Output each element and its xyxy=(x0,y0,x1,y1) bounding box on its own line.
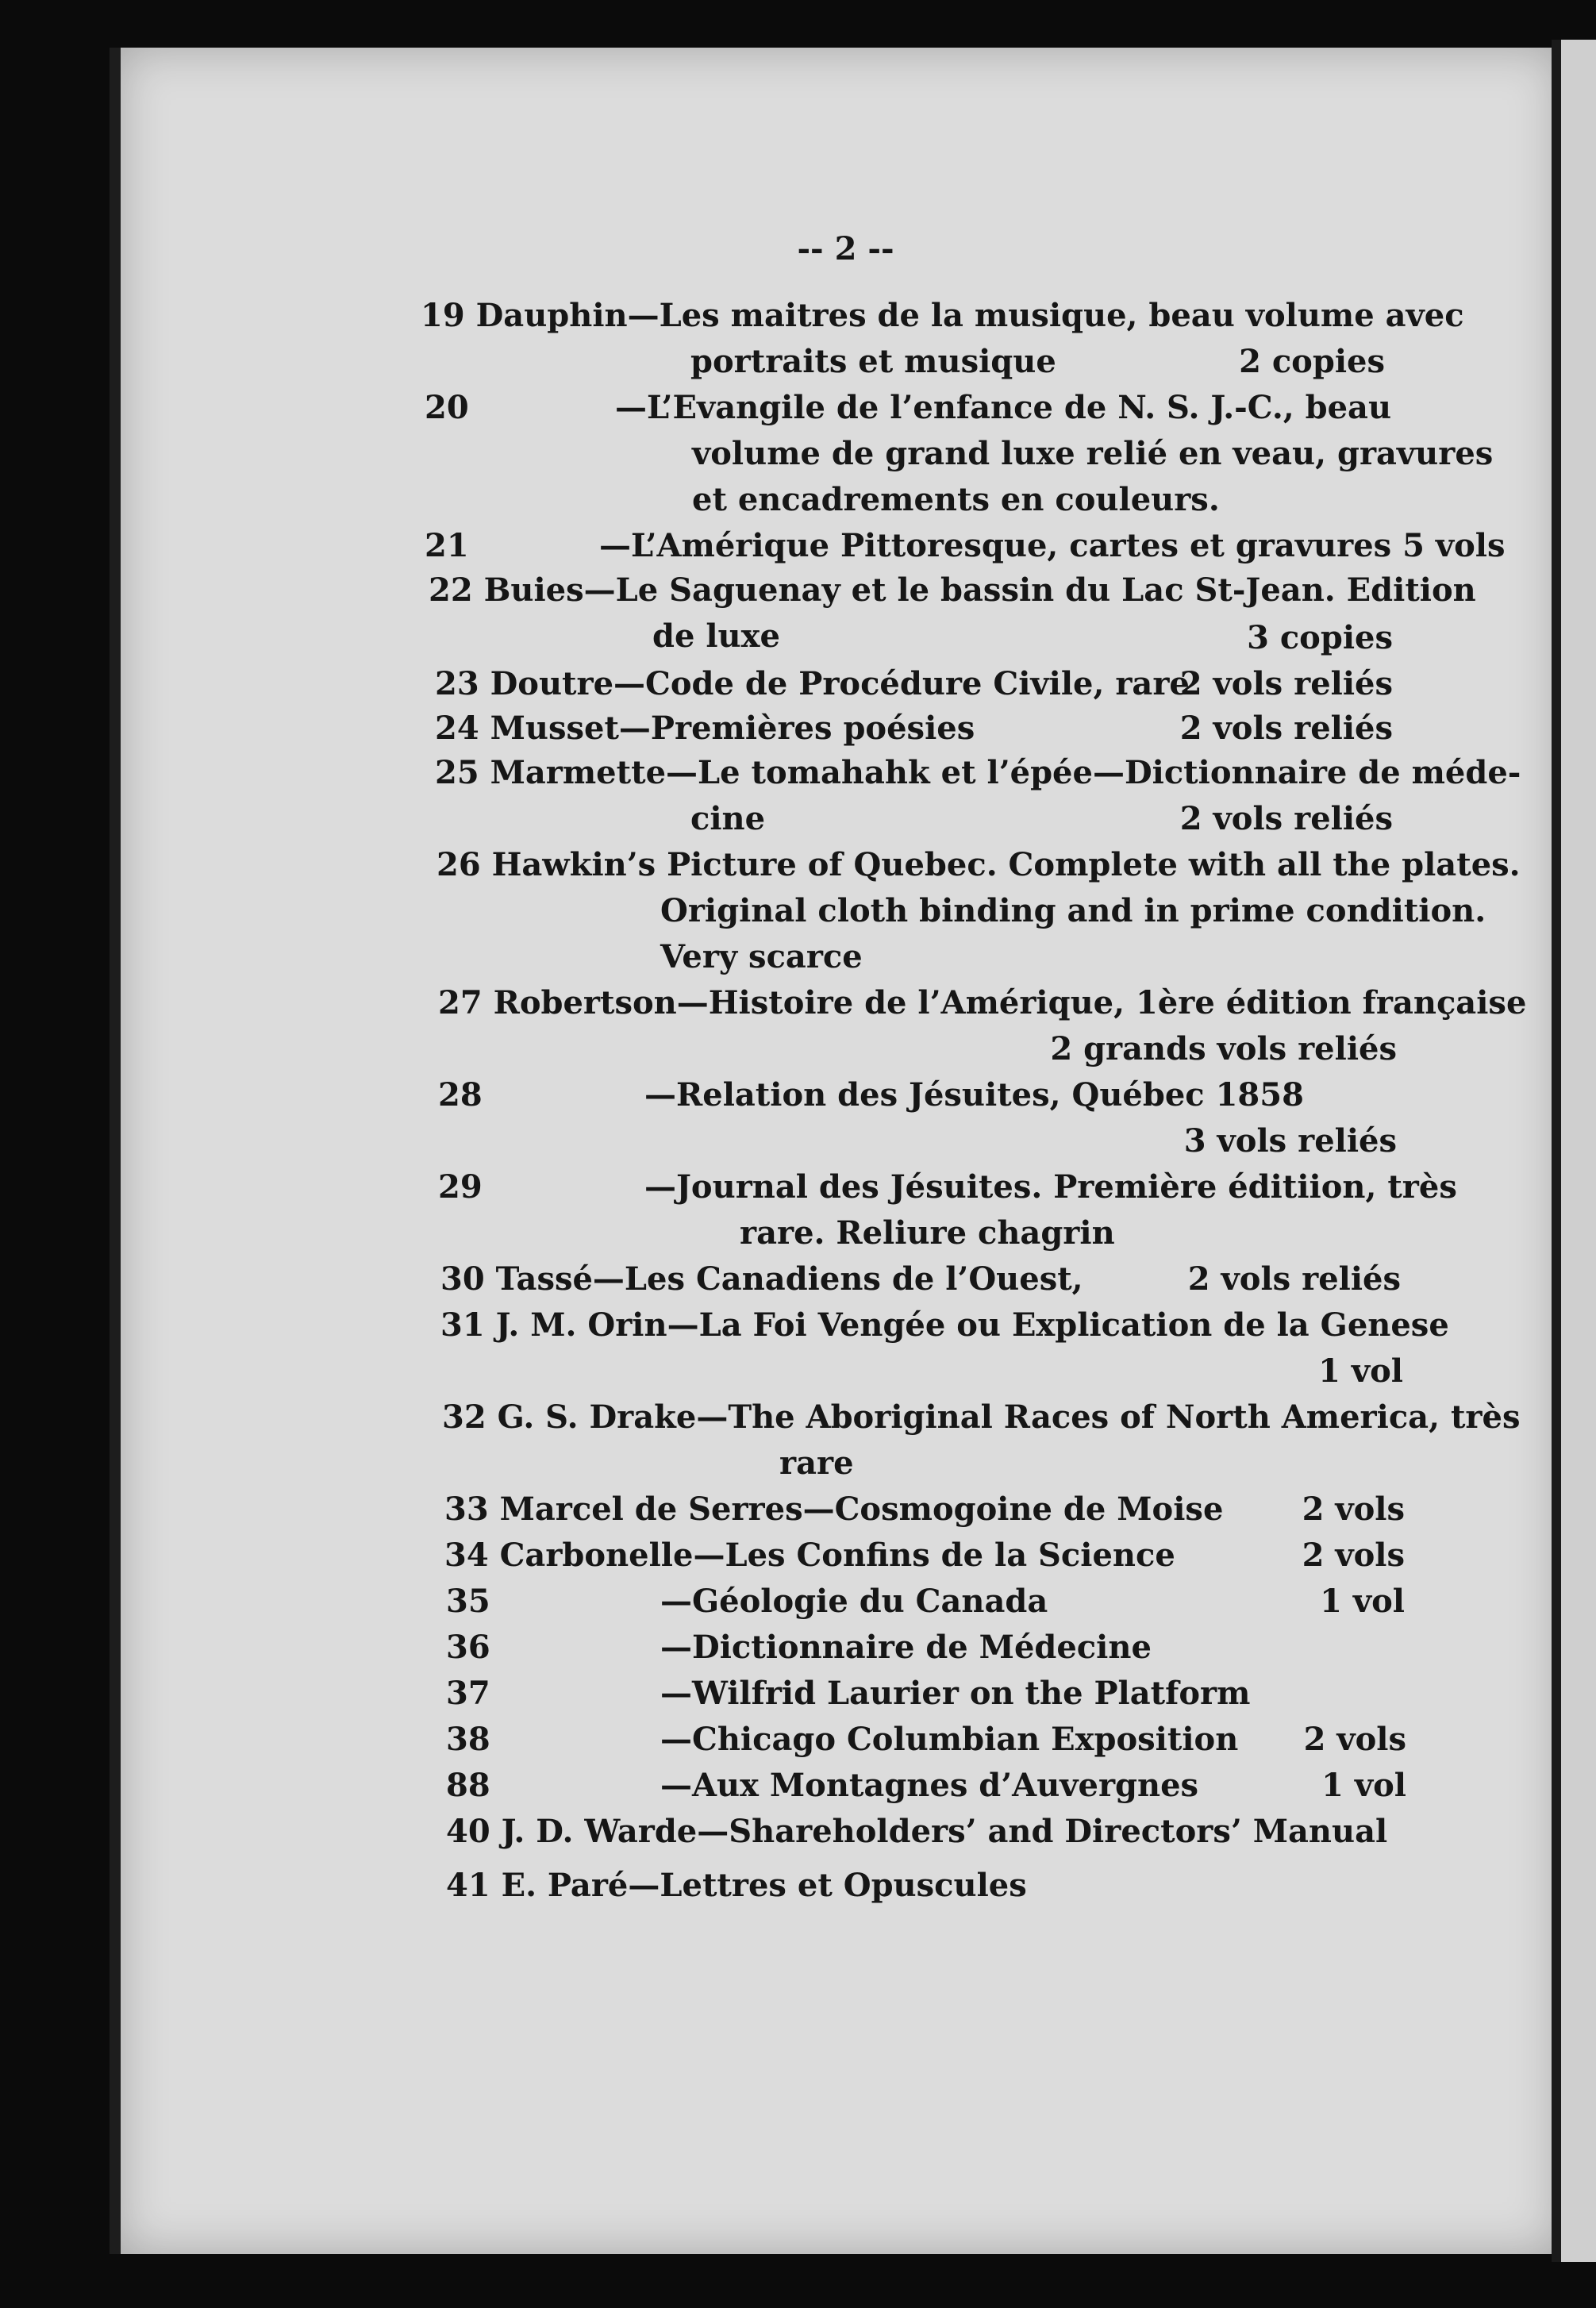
entry-20-line-2: volume de grand luxe relié en veau, gravures xyxy=(692,435,1494,472)
page-left-edge xyxy=(110,48,121,2254)
entry-27-line-1: 27 Robertson—Histoire de l’Amérique, 1ère édition française xyxy=(438,984,1527,1021)
entry-28-qty: 3 vols reliés xyxy=(1183,1122,1397,1160)
entry-37-number: 37 xyxy=(446,1675,490,1712)
entry-32-line-1: 32 G. S. Drake—The Aboriginal Races of North America, très xyxy=(442,1398,1521,1436)
entry-20-line-1: —L’Evangile de l’enfance de N. S. J.-C., beau xyxy=(615,389,1392,426)
entry-34-line-1: 34 Carbonelle—Les Confins de la Science xyxy=(444,1537,1175,1574)
page-number: -- 2 -- xyxy=(797,230,894,267)
entry-22-line-2: de luxe xyxy=(652,617,780,655)
entry-21-line-1: —L’Amérique Pittoresque, cartes et gravures 5 vols xyxy=(599,527,1506,564)
entry-22-line-1: 22 Buies—Le Saguenay et le bassin du Lac St-Jean. Edition xyxy=(429,571,1476,609)
adjacent-page-strip xyxy=(1561,40,1596,2262)
entry-26-line-3: Very scarce xyxy=(660,938,863,975)
entry-35-number: 35 xyxy=(446,1583,490,1620)
entry-19-qty: 2 copies xyxy=(1239,343,1385,380)
entry-29-line-2: rare. Reliure chagrin xyxy=(740,1214,1115,1252)
entry-37-line-1: —Wilfrid Laurier on the Platform xyxy=(660,1675,1251,1712)
entry-25-line-2: cine xyxy=(690,800,766,837)
entry-41-line-1: 41 E. Paré—Lettres et Opuscules xyxy=(446,1867,1027,1904)
entry-38-qty: 2 vols xyxy=(1303,1721,1406,1758)
entry-23-qty: 2 vols reliés xyxy=(1179,665,1393,702)
entry-36-number: 36 xyxy=(446,1629,490,1666)
entry-31-qty: 1 vol xyxy=(1318,1352,1403,1390)
entry-38-number: 38 xyxy=(446,1721,490,1758)
entry-36-line-1: —Dictionnaire de Médecine xyxy=(660,1629,1152,1666)
entry-34-qty: 2 vols xyxy=(1302,1537,1405,1574)
entry-19-line-1: 19 Dauphin—Les maitres de la musique, beau volume avec xyxy=(421,297,1464,334)
entry-23-line-1: 23 Doutre—Code de Procédure Civile, rare xyxy=(435,665,1190,702)
entry-27-qty: 2 grands vols reliés xyxy=(1050,1030,1397,1067)
entry-21-number: 21 xyxy=(425,527,469,564)
entry-24-line-1: 24 Musset—Premières poésies xyxy=(435,710,975,747)
entry-19-line-2: portraits et musique xyxy=(690,343,1056,380)
entry-26-line-2: Original cloth binding and in prime condition. xyxy=(660,892,1486,929)
entry-29-line-1: —Journal des Jésuites. Première éditiion, très xyxy=(644,1168,1457,1206)
entry-24-qty: 2 vols reliés xyxy=(1179,710,1393,747)
page-right-edge xyxy=(1552,40,1561,2262)
entry-35-qty: 1 vol xyxy=(1320,1583,1405,1620)
entry-25-line-1: 25 Marmette—Le tomahahk et l’épée—Dictionnaire de méde- xyxy=(435,754,1521,791)
entry-35-line-1: —Géologie du Canada xyxy=(660,1583,1048,1620)
entry-39-number: 88 xyxy=(446,1767,490,1804)
entry-33-line-1: 33 Marcel de Serres—Cosmogoine de Moise xyxy=(444,1491,1224,1528)
entry-31-line-1: 31 J. M. Orin—La Foi Vengée ou Explication de la Genese xyxy=(440,1306,1449,1344)
entry-39-line-1: —Aux Montagnes d’Auvergnes xyxy=(660,1767,1199,1804)
entry-28-number: 28 xyxy=(438,1076,483,1114)
entry-20-line-3: et encadrements en couleurs. xyxy=(692,481,1220,518)
entry-26-line-1: 26 Hawkin’s Picture of Quebec. Complete with all the plates. xyxy=(436,846,1521,883)
entry-39-qty: 1 vol xyxy=(1321,1767,1406,1804)
entry-32-line-2: rare xyxy=(779,1444,854,1482)
entry-30-line-1: 30 Tassé—Les Canadiens de l’Ouest, xyxy=(440,1260,1083,1298)
entry-40-line-1: 40 J. D. Warde—Shareholders’ and Directors’ Manual xyxy=(446,1813,1388,1850)
entry-38-line-1: —Chicago Columbian Exposition xyxy=(660,1721,1239,1758)
entry-30-qty: 2 vols reliés xyxy=(1187,1260,1401,1298)
entry-28-line-1: —Relation des Jésuites, Québec 1858 xyxy=(644,1076,1304,1114)
entry-22-qty: 3 copies xyxy=(1247,619,1393,656)
entry-33-qty: 2 vols xyxy=(1302,1491,1405,1528)
entry-29-number: 29 xyxy=(438,1168,483,1206)
entry-20-number: 20 xyxy=(425,389,469,426)
entry-25-qty: 2 vols reliés xyxy=(1179,800,1393,837)
